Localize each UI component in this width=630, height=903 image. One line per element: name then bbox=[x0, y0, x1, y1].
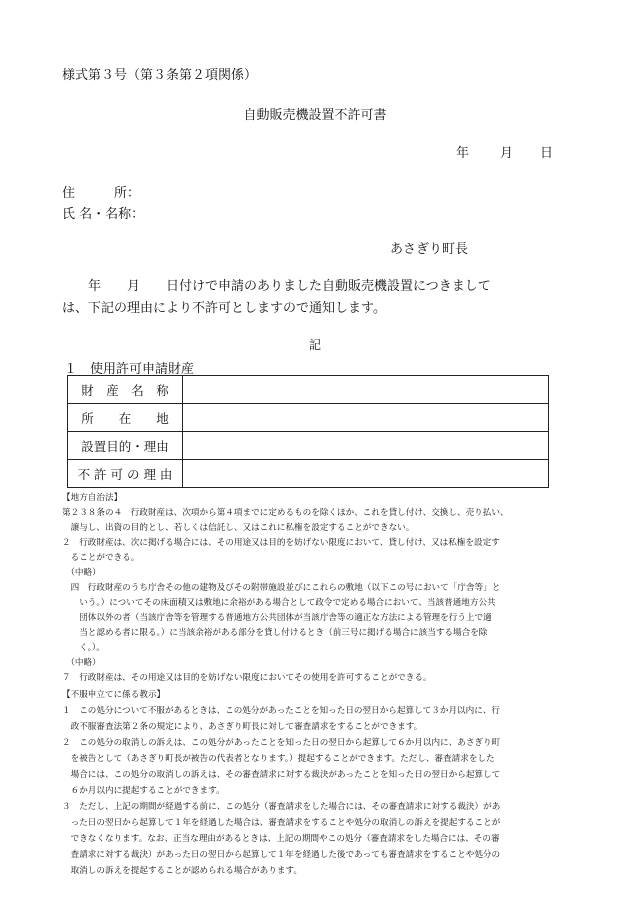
law-line: 当と認める者に限る。）に当該余裕がある部分を貸し付けるとき（前三号に掲げる場合に該当する場合を除 bbox=[62, 628, 488, 638]
law-line: （中略） bbox=[62, 568, 101, 578]
law-line: 団体以外の者（当該庁舎等を管理する普通地方公共団体が当該庁舎等の適正な方法による管理を行う上で適 bbox=[62, 613, 492, 623]
appeal-line: １ この処分について不服があるときは、この処分があったことを知った日の翌日から起算して３か月以内に、行 bbox=[62, 706, 501, 716]
appeal-line: ２ この処分の取消しの訴えは、この処分があったことを知った日の翌日から起算して６か月以内に、あさぎり町 bbox=[62, 738, 501, 748]
notice-line-2: は、下記の理由により不許可としますので通知します。 bbox=[62, 301, 386, 316]
issuer-name: あさぎり町長 bbox=[390, 242, 469, 257]
appeal-line: 政不服審査法第２条の規定により、あさぎり町長に対して審査請求をすることができます。 bbox=[62, 722, 423, 732]
appeal-line: 場合には、この処分の取消しの訴えは、その審査請求に対する裁決があったことを知った日の翌日から起算して bbox=[62, 770, 501, 780]
row-label: 財 産 名 称 bbox=[68, 376, 183, 404]
appeal-line: った日の翌日から起算して１年を経過した場合は、審査請求をすることや処分の取消しの訴えを提起することが bbox=[62, 818, 501, 828]
row-label: 所 在 地 bbox=[68, 404, 183, 432]
appeal-line: を被告として（あさぎり町長が被告の代表者となります。）提起することができます。ただし、審査請求をした bbox=[62, 754, 495, 764]
date-day: 日 bbox=[540, 146, 554, 161]
appeal-line: できなくなります。なお、正当な理由があるときは、上記の期間やこの処分（審査請求をした場合には、その審 bbox=[62, 834, 500, 844]
appeal-line: 取消しの訴えを提起することが認められる場合があります。 bbox=[62, 866, 302, 876]
date-month: 月 bbox=[500, 146, 514, 161]
law-heading: 【地方自治法】 bbox=[62, 493, 123, 503]
law-line: ７ 行政財産は、その用途又は目的を妨げない限度においてその使用を許可することができる。 bbox=[62, 673, 432, 683]
row-label: 設置目的・理由 bbox=[68, 432, 183, 460]
law-line: いう。）についてその床面積又は敷地に余裕がある場合として政令で定める場合において、当該普通地方公共 bbox=[62, 598, 496, 608]
address-label: 住 所： bbox=[62, 186, 141, 201]
document-title: 自動販売機設置不許可書 bbox=[243, 108, 387, 123]
ki-heading: 記 bbox=[308, 338, 321, 352]
form-number: 様式第３号（第３条第２項関係） bbox=[62, 68, 258, 83]
law-line: ることができる。 bbox=[62, 553, 140, 563]
name-label: 氏 名・名称： bbox=[62, 207, 145, 222]
law-line: 第２３８条の４ 行政財産は、次項から第４項までに定めるものを除くほか、これを貸し付け、交換し、売り払い、 bbox=[62, 508, 509, 518]
appeal-line: ６か月以内に提起することができます。 bbox=[62, 786, 225, 796]
law-line: （中略） bbox=[62, 658, 101, 668]
law-line: ２ 行政財産は、次に掲げる場合には、その用途又は目的を妨げない限度において、貸し付け、又は私権を設定す bbox=[62, 538, 500, 548]
law-line: く。）。 bbox=[62, 643, 105, 653]
law-line: 譲与し、出資の目的とし、若しくは信託し、又はこれに私権を設定することができない。 bbox=[62, 523, 415, 533]
appeal-line: 査請求に対する裁決）があった日の翌日から起算して１年を経過した後であっても審査請求をすることや処分の bbox=[62, 850, 501, 860]
row-label: 不 許 可 の 理 由 bbox=[68, 460, 183, 488]
appeal-heading: 【不服申立てに係る教示】 bbox=[62, 690, 166, 700]
law-line: 四 行政財産のうち庁舎その他の建物及びその附帯施設並びにこれらの敷地（以下この号において「庁舎等」と bbox=[62, 583, 501, 593]
date-year: 年 bbox=[456, 146, 470, 161]
notice-line-1: 年 月 日付けで申請のありました自動販売機設置につきまして bbox=[62, 279, 491, 294]
section-title: １ 使用許可申請財産 bbox=[64, 362, 195, 377]
appeal-line: ３ ただし、上記の期間が経過する前に、この処分（審査請求をした場合には、その審査請求に対する裁決）があ bbox=[62, 802, 501, 812]
